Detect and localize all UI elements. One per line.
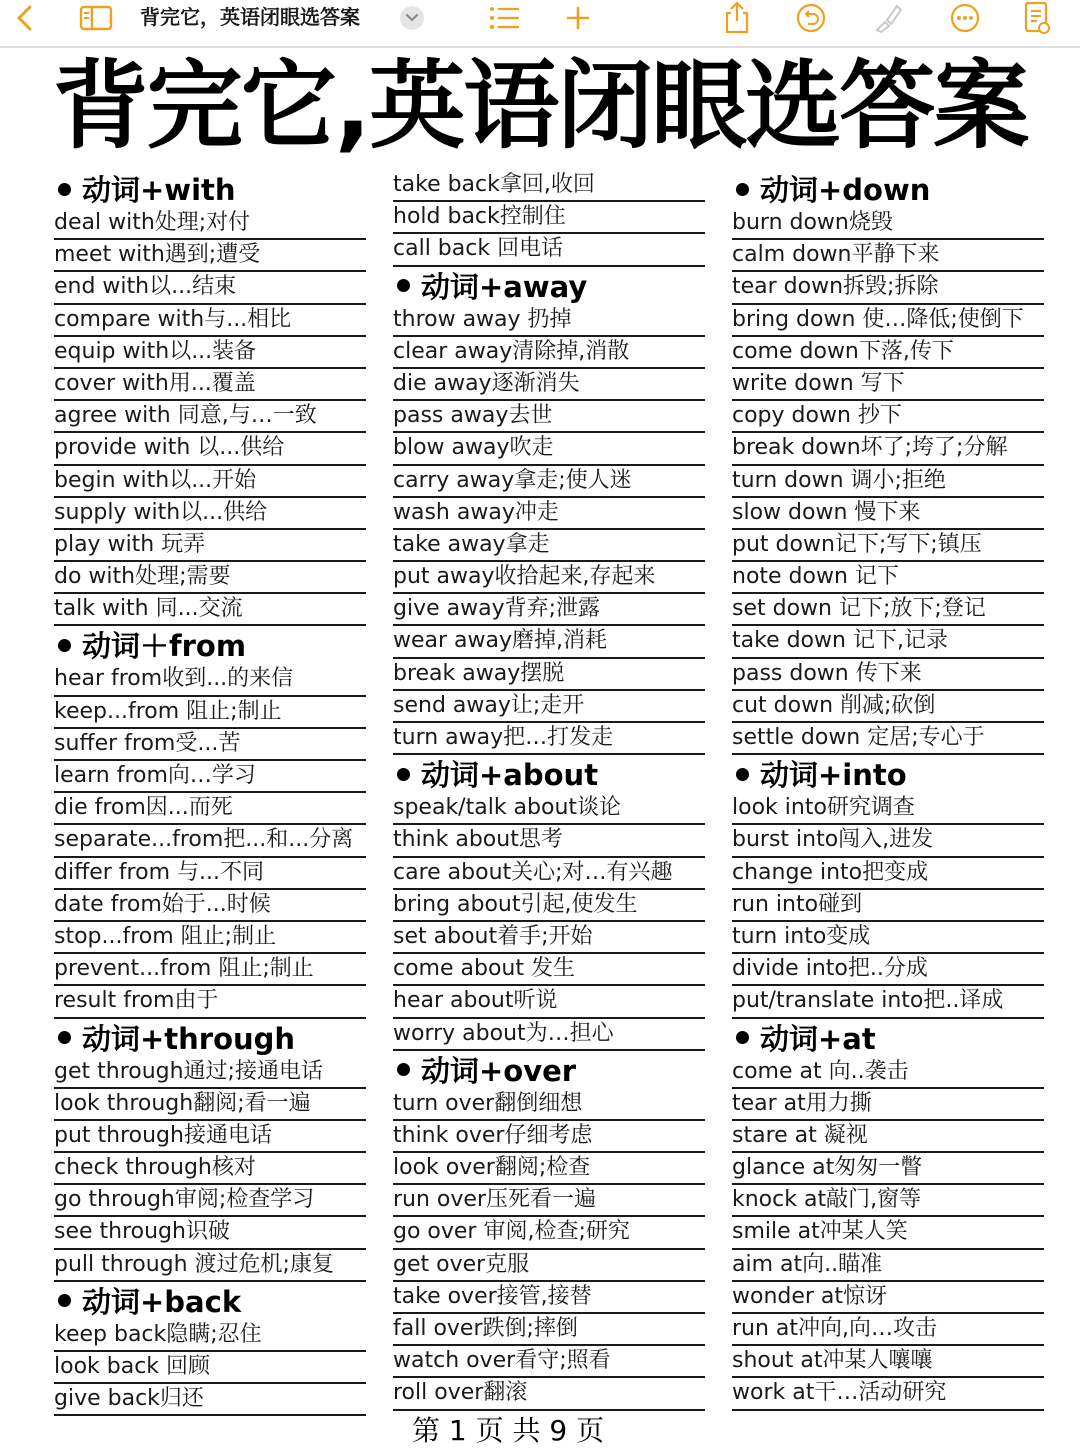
bullet-icon	[397, 279, 410, 292]
phrase-entry: go through审阅;检查学习	[54, 1185, 366, 1217]
bullet-icon	[736, 1031, 749, 1044]
section-heading-text: 动词＋from	[82, 629, 247, 664]
phrase-entry: go over 审阅,检查;研究	[393, 1217, 705, 1249]
phrase-entry: turn into变成	[732, 922, 1044, 954]
bullet-icon	[58, 1294, 71, 1307]
phrase-entry: run into碰到	[732, 890, 1044, 922]
phrase-entry: divide into把..分成	[732, 954, 1044, 986]
phrase-entry: result from由于	[54, 986, 366, 1018]
bullet-icon	[58, 183, 71, 196]
phrase-entry: die away逐渐消失	[393, 369, 705, 401]
phrase-entry: differ from 与...不同	[54, 858, 366, 890]
phrase-entry: blow away吹走	[393, 433, 705, 465]
phrase-entry: run at冲向,向…攻击	[732, 1314, 1044, 1346]
phrase-entry: meet with遇到;遭受	[54, 240, 366, 272]
list-icon[interactable]	[488, 0, 522, 36]
phrase-entry: bring about引起,使发生	[393, 890, 705, 922]
page-indicator: 第 1 页 共 9 页	[412, 1414, 605, 1447]
phrase-entry: note down 记下	[732, 562, 1044, 594]
phrase-entry: hold back控制住	[393, 202, 705, 234]
phrase-entry: change into把变成	[732, 858, 1044, 890]
section-heading-text: 动词+away	[421, 269, 588, 304]
bullet-icon	[58, 1031, 71, 1044]
section-heading	[54, 170, 366, 208]
section-heading-text: 动词+through	[82, 1021, 296, 1056]
phrase-entry: come down下落,传下	[732, 337, 1044, 369]
column-3	[732, 170, 1044, 1411]
phrase-entry: throw away 扔掉	[393, 305, 705, 337]
phrase-entry: give away背弃;泄露	[393, 594, 705, 626]
phrase-entry: look into研究调查	[732, 793, 1044, 825]
phrase-entry: aim at向..瞄准	[732, 1250, 1044, 1282]
phrase-entry: pass down 传下来	[732, 659, 1044, 691]
bullet-icon	[397, 1063, 410, 1076]
phrase-entry: deal with处理;对付	[54, 208, 366, 240]
phrase-entry: clear away清除掉,消散	[393, 337, 705, 369]
document-title[interactable]: 背完它，英语闭眼选答案	[140, 5, 360, 29]
section-heading	[54, 1019, 366, 1057]
section-heading	[732, 170, 1044, 208]
phrase-entry: prevent...from 阻止;制止	[54, 954, 366, 986]
phrase-entry: break away摆脱	[393, 659, 705, 691]
phrase-entry: wash away冲走	[393, 498, 705, 530]
section-heading	[732, 1019, 1044, 1057]
section-heading-text: 动词+with	[82, 173, 236, 207]
phrase-entry: suffer from受...苦	[54, 729, 366, 761]
phrase-entry: write down 写下	[732, 369, 1044, 401]
phrase-entry: calm down平静下来	[732, 240, 1044, 272]
phrase-entry: pass away去世	[393, 401, 705, 433]
phrase-entry: put away收拾起来,存起来	[393, 562, 705, 594]
phrase-entry: burn down烧毁	[732, 208, 1044, 240]
phrase-entry: set about着手;开始	[393, 922, 705, 954]
phrase-entry: run over压死看一遍	[393, 1185, 705, 1217]
phrase-entry: settle down 定居;专心于	[732, 723, 1044, 755]
phrase-entry: keep back隐瞒;忍住	[54, 1320, 366, 1352]
phrase-entry: put through接通电话	[54, 1121, 366, 1153]
phrase-entry: shout at冲某人嚷嚷	[732, 1346, 1044, 1378]
phrase-entry: take away拿走	[393, 530, 705, 562]
phrase-entry: look back 回顾	[54, 1352, 366, 1384]
phrase-entry: look through翻阅;看一遍	[54, 1089, 366, 1121]
phrase-entry: play with 玩弄	[54, 530, 366, 562]
phrase-entry: get over克服	[393, 1250, 705, 1282]
phrase-entry: compare with与...相比	[54, 305, 366, 337]
undo-icon[interactable]	[795, 0, 827, 36]
phrase-entry: take down 记下,记录	[732, 626, 1044, 658]
phrase-entry: hear from收到...的来信	[54, 664, 366, 696]
phrase-entry: agree with 同意,与…一致	[54, 401, 366, 433]
phrase-entry: think about思考	[393, 825, 705, 857]
section-heading-text: 动词+into	[760, 758, 907, 793]
phrase-entry: put down记下;写下;镇压	[732, 530, 1044, 562]
phrase-entry: talk with 同...交流	[54, 594, 366, 626]
phrase-entry: hear about听说	[393, 986, 705, 1018]
phrase-entry: begin with以...开始	[54, 466, 366, 498]
section-heading-text: 动词+about	[421, 758, 599, 793]
phrase-entry: roll over翻滚	[393, 1378, 705, 1410]
section-heading-text: 动词+at	[760, 1021, 876, 1056]
phrase-entry: come about 发生	[393, 954, 705, 986]
phrase-entry: cover with用...覆盖	[54, 369, 366, 401]
phrase-entry: break down坏了;垮了;分解	[732, 433, 1044, 465]
phrase-entry: look over翻阅;检查	[393, 1153, 705, 1185]
phrase-entry: care about关心;对…有兴趣	[393, 858, 705, 890]
phrase-entry: watch over看守;照看	[393, 1346, 705, 1378]
section-heading	[54, 626, 366, 664]
section-heading-text: 动词+back	[82, 1284, 242, 1319]
phrase-entry: turn down 调小;拒绝	[732, 466, 1044, 498]
phrase-entry: die from因...而死	[54, 793, 366, 825]
phrase-entry: date from始于...时候	[54, 890, 366, 922]
phrase-entry: speak/talk about谈论	[393, 793, 705, 825]
bullet-icon	[736, 183, 749, 196]
column-2	[393, 170, 705, 1411]
plus-icon[interactable]	[563, 0, 593, 36]
phrase-entry: check through核对	[54, 1153, 366, 1185]
phrase-entry: set down 记下;放下;登记	[732, 594, 1044, 626]
bullet-icon	[58, 639, 71, 652]
section-heading-text: 动词+over	[421, 1053, 577, 1088]
phrase-entry: smile at冲某人笑	[732, 1217, 1044, 1249]
page-headline: 背完它,英语闭眼选答案	[52, 50, 1028, 162]
phrase-entry: stop...from 阻止;制止	[54, 922, 366, 954]
toolbar-divider	[0, 46, 1080, 48]
phrase-entry: put/translate into把..译成	[732, 986, 1044, 1018]
phrase-entry: equip with以...装备	[54, 337, 366, 369]
phrase-entry: wear away磨掉,消耗	[393, 626, 705, 658]
phrase-entry: end with以...结束	[54, 272, 366, 304]
section-heading	[54, 1282, 366, 1320]
brush-icon[interactable]	[872, 0, 906, 36]
phrase-entry: supply with以...供给	[54, 498, 366, 530]
phrase-entry: get through通过;接通电话	[54, 1057, 366, 1089]
section-heading	[393, 1051, 705, 1089]
phrase-entry: worry about为…担心	[393, 1019, 705, 1051]
back-chevron-icon[interactable]	[10, 0, 40, 36]
more-icon[interactable]	[949, 0, 981, 36]
chevron-down-icon[interactable]	[400, 6, 424, 30]
phrase-entry: take over接管,接替	[393, 1282, 705, 1314]
phrase-entry: burst into闯入,进发	[732, 825, 1044, 857]
toolbar	[0, 0, 1080, 44]
phrase-entry: tear down拆毁;拆除	[732, 272, 1044, 304]
phrase-entry: keep...from 阻止;制止	[54, 697, 366, 729]
phrase-entry: stare at 凝视	[732, 1121, 1044, 1153]
column-1	[54, 170, 366, 1416]
bullet-icon	[736, 768, 749, 781]
section-heading	[393, 267, 705, 305]
phrase-entry: turn over翻倒细想	[393, 1089, 705, 1121]
phrase-entry: bring down 使…降低;使倒下	[732, 305, 1044, 337]
document-icon[interactable]	[1022, 0, 1052, 36]
section-heading	[732, 755, 1044, 793]
phrase-entry: provide with 以...供给	[54, 433, 366, 465]
phrase-entry: learn from向…学习	[54, 761, 366, 793]
phrase-entry: wonder at惊讶	[732, 1282, 1044, 1314]
phrase-entry: glance at匆匆一瞥	[732, 1153, 1044, 1185]
phrase-entry: call back 回电话	[393, 234, 705, 266]
phrase-entry: turn away把…打发走	[393, 723, 705, 755]
phrase-entry: tear at用力撕	[732, 1089, 1044, 1121]
phrase-entry: see through识破	[54, 1217, 366, 1249]
phrase-entry: slow down 慢下来	[732, 498, 1044, 530]
phrase-entry: come at 向..袭击	[732, 1057, 1044, 1089]
section-heading	[393, 755, 705, 793]
phrase-entry: give back归还	[54, 1384, 366, 1416]
phrase-entry: pull through 渡过危机;康复	[54, 1250, 366, 1282]
phrase-entry: think over仔细考虑	[393, 1121, 705, 1153]
phrase-entry: work at干…活动研究	[732, 1378, 1044, 1410]
phrase-entry: knock at敲门,窗等	[732, 1185, 1044, 1217]
phrase-entry: send away让;走开	[393, 691, 705, 723]
share-icon[interactable]	[722, 0, 752, 36]
phrase-entry: copy down 抄下	[732, 401, 1044, 433]
sidebar-icon[interactable]	[78, 0, 114, 36]
phrase-entry: fall over跌倒;摔倒	[393, 1314, 705, 1346]
phrase-entry: cut down 削减;砍倒	[732, 691, 1044, 723]
phrase-entry: take back拿回,收回	[393, 170, 705, 202]
bullet-icon	[397, 768, 410, 781]
section-heading-text: 动词+down	[760, 173, 931, 207]
phrase-entry: separate...from把...和...分离	[54, 825, 366, 857]
phrase-entry: do with处理;需要	[54, 562, 366, 594]
phrase-entry: carry away拿走;使人迷	[393, 466, 705, 498]
